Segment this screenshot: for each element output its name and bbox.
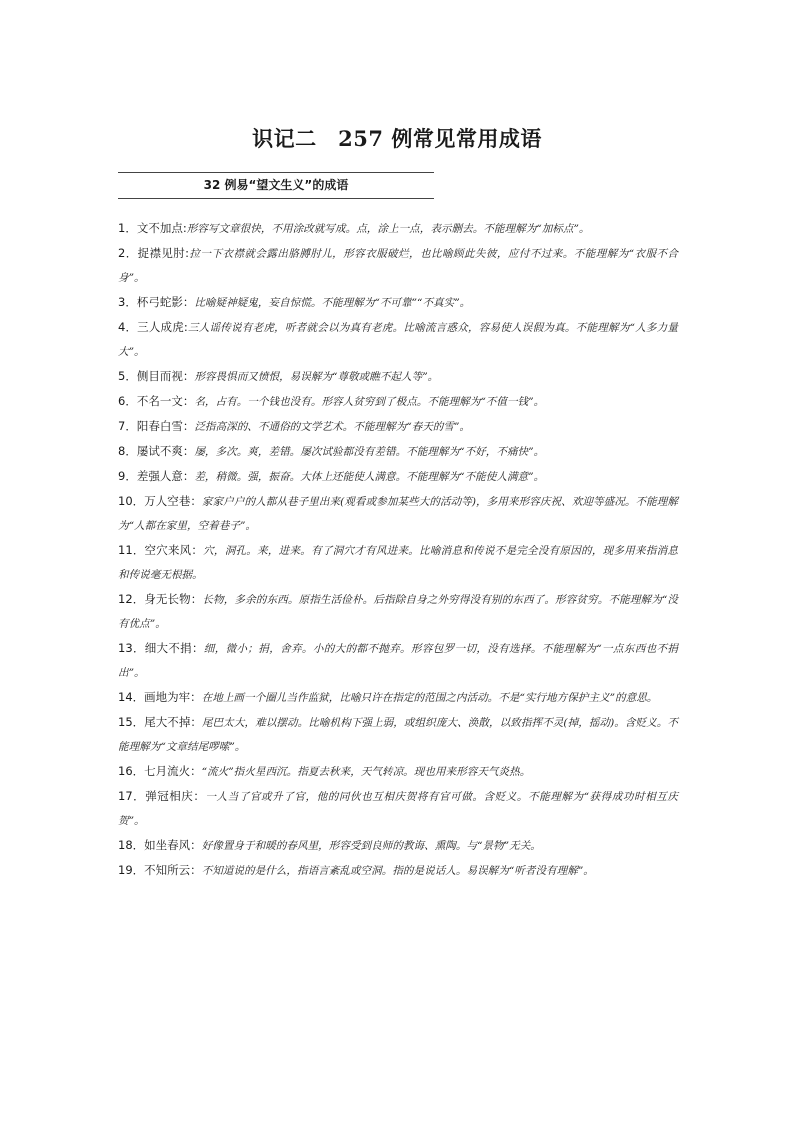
idiom-term: 弹冠相庆 xyxy=(145,789,194,803)
term-separator: ： xyxy=(190,690,202,704)
entry-number: 16． xyxy=(118,764,145,778)
idiom-entry xyxy=(118,364,678,389)
idiom-definition: 形容写文章很快，不用涂改就写成。点，涂上一点，表示删去。不能理解为“加标点”。 xyxy=(186,223,590,235)
idiom-entry xyxy=(118,858,678,883)
term-separator: : xyxy=(183,320,188,334)
idiom-entry xyxy=(118,587,678,636)
idiom-definition: 泛指高深的、不通俗的文学艺术。不能理解为“春天的雪”。 xyxy=(194,421,471,433)
term-separator: : xyxy=(182,221,187,235)
idiom-entry xyxy=(118,439,678,464)
section-rule-bottom xyxy=(118,198,434,199)
idiom-entry xyxy=(118,759,678,784)
idiom-definition: 长物，多余的东西。原指生活俭朴。后指除自身之外穷得没有别的东西了。形容贫穷。不能理解为“没有优点”。 xyxy=(118,594,679,630)
entry-number: 6． xyxy=(118,394,137,408)
idiom-term: 如坐春风 xyxy=(144,838,191,852)
idiom-entry xyxy=(118,290,678,315)
entry-number: 1． xyxy=(118,221,137,235)
idiom-entry xyxy=(118,315,678,364)
term-separator: ： xyxy=(182,394,195,408)
idiom-definition: 不知道说的是什么，指语言紊乱或空洞。指的是说话人。易误解为“听者没有理解”。 xyxy=(201,865,594,877)
idiom-term: 七月流火 xyxy=(144,764,191,778)
idiom-definition: 名，占有。一个钱也没有。形容人贫穷到了极点。不能理解为“不值一钱”。 xyxy=(194,396,545,408)
entry-number: 12． xyxy=(118,592,145,606)
idiom-definition: 一人当了官或升了官，他的同伙也互相庆贺将有官可做。含贬义。不能理解为“获得成功时相互庆贺”。 xyxy=(118,791,678,827)
idiom-term: 三人成虎 xyxy=(137,320,184,334)
idiom-definition: 三人谣传说有老虎，听者就会以为真有老虎。比喻流言惑众，容易使人误假为真。不能理解为“人多力量大”。 xyxy=(118,322,678,358)
idiom-list xyxy=(118,216,678,883)
idiom-entry xyxy=(118,414,678,439)
term-separator: ： xyxy=(182,419,195,433)
entry-number: 13． xyxy=(118,641,145,655)
idiom-term: 空穴来风 xyxy=(144,543,192,557)
idiom-term: 文不加点 xyxy=(136,221,183,235)
section-label: 32 例易“望文生义”的成语 xyxy=(203,178,349,192)
idiom-term: 杯弓蛇影 xyxy=(136,295,183,309)
entry-number: 18． xyxy=(118,838,145,852)
idiom-entry xyxy=(118,710,678,759)
idiom-term: 侧目而视 xyxy=(136,369,183,383)
term-separator: ： xyxy=(190,494,202,508)
entry-number: 8． xyxy=(118,444,137,458)
idiom-entry xyxy=(118,538,678,587)
idiom-term: 阳春白雪 xyxy=(136,419,183,433)
section-header xyxy=(118,172,434,199)
idiom-definition: 在地上画一个圈儿当作监狱，比喻只许在指定的范围之内活动。不是“实行地方保护主义”的意思。 xyxy=(201,692,658,704)
term-separator: ： xyxy=(190,764,202,778)
idiom-term: 万人空巷 xyxy=(144,494,191,508)
idiom-definition: 形容畏惧而又愤恨，易误解为“尊敬或瞧不起人等”。 xyxy=(194,371,439,383)
idiom-entry xyxy=(118,216,678,241)
entry-number: 7． xyxy=(118,419,137,433)
idiom-term: 身无长物 xyxy=(144,592,191,606)
page-title: 识记二 257 例常见常用成语 xyxy=(252,126,542,151)
entry-number: 10． xyxy=(118,494,145,508)
idiom-definition: 比喻疑神疑鬼，妄自惊慌。不能理解为“不可靠”“不真实”。 xyxy=(194,297,471,309)
idiom-entry xyxy=(118,685,678,710)
idiom-term: 尾大不掉 xyxy=(144,715,191,729)
idiom-entry xyxy=(118,241,678,290)
entry-number: 3． xyxy=(118,295,137,309)
idiom-entry xyxy=(118,784,678,833)
idiom-entry xyxy=(118,464,678,489)
entry-number: 9． xyxy=(118,469,137,483)
idiom-definition: 拉一下衣襟就会露出胳膊肘儿，形容衣服破烂，也比喻顾此失彼，应付不过来。不能理解为“衣服不合身”。 xyxy=(118,248,678,284)
idiom-term: 差强人意 xyxy=(136,469,183,483)
term-separator: ： xyxy=(191,641,204,655)
idiom-term: 画地为牢 xyxy=(144,690,191,704)
idiom-entry xyxy=(118,636,678,685)
term-separator: ： xyxy=(193,789,206,803)
idiom-definition: 好像置身于和暖的春风里，形容受到良师的教诲、熏陶。与“景物”无关。 xyxy=(201,840,541,852)
entry-number: 17． xyxy=(118,789,146,803)
term-separator: ： xyxy=(190,838,202,852)
term-separator: ： xyxy=(182,444,195,458)
idiom-entry xyxy=(118,833,678,858)
idiom-term: 不知所云 xyxy=(144,863,191,877)
entry-number: 2． xyxy=(118,246,138,260)
term-separator: ： xyxy=(182,295,195,309)
idiom-entry xyxy=(118,489,678,538)
entry-number: 4． xyxy=(118,320,138,334)
idiom-definition: 细，微小；捐，舍弃。小的大的都不抛弃。形容包罗一切，没有选择。不能理解为“一点东西也不捐出”。 xyxy=(118,643,678,679)
idiom-definition: 尾巴太大，难以摆动。比喻机构下强上弱，或组织庞大、涣散，以致指挥不灵(掉，摇动)。含贬义。不能理解为“文章结尾啰嗦”。 xyxy=(118,717,679,753)
term-separator: ： xyxy=(191,543,204,557)
term-separator: ： xyxy=(190,863,202,877)
idiom-definition: 差，稍微。强，振奋。大体上还能使人满意。不能理解为“不能使人满意”。 xyxy=(194,471,545,483)
entry-number: 11． xyxy=(118,543,145,557)
idiom-entry xyxy=(118,389,678,414)
term-separator: ： xyxy=(190,715,202,729)
idiom-term: 捉襟见肘 xyxy=(137,246,186,260)
term-separator: ： xyxy=(182,469,195,483)
idiom-term: 屡试不爽 xyxy=(136,444,183,458)
idiom-definition: 穴，洞孔。来，进来。有了洞穴才有风进来。比喻消息和传说不是完全没有原因的，现多用来指消息和传说毫无根据。 xyxy=(118,545,679,581)
entry-number: 19． xyxy=(118,863,145,877)
idiom-term: 不名一文 xyxy=(136,394,183,408)
idiom-definition: 屡，多次。爽，差错。屡次试验都没有差错。不能理解为“不好，不痛快”。 xyxy=(194,446,545,458)
idiom-definition: 家家户户的人都从巷子里出来(观看或参加某些大的活动等)，多用来形容庆祝、欢迎等盛况。不能理解为“人都在家里，空着巷子”。 xyxy=(118,496,679,532)
entry-number: 14． xyxy=(118,690,145,704)
term-separator: ： xyxy=(190,592,203,606)
idiom-term: 细大不捐 xyxy=(144,641,192,655)
term-separator: : xyxy=(185,246,190,260)
entry-number: 15． xyxy=(118,715,145,729)
idiom-definition: “流火”指火星西沉。指夏去秋来，天气转凉。现也用来形容天气炎热。 xyxy=(201,766,531,778)
entry-number: 5． xyxy=(118,369,137,383)
term-separator: ： xyxy=(182,369,195,383)
